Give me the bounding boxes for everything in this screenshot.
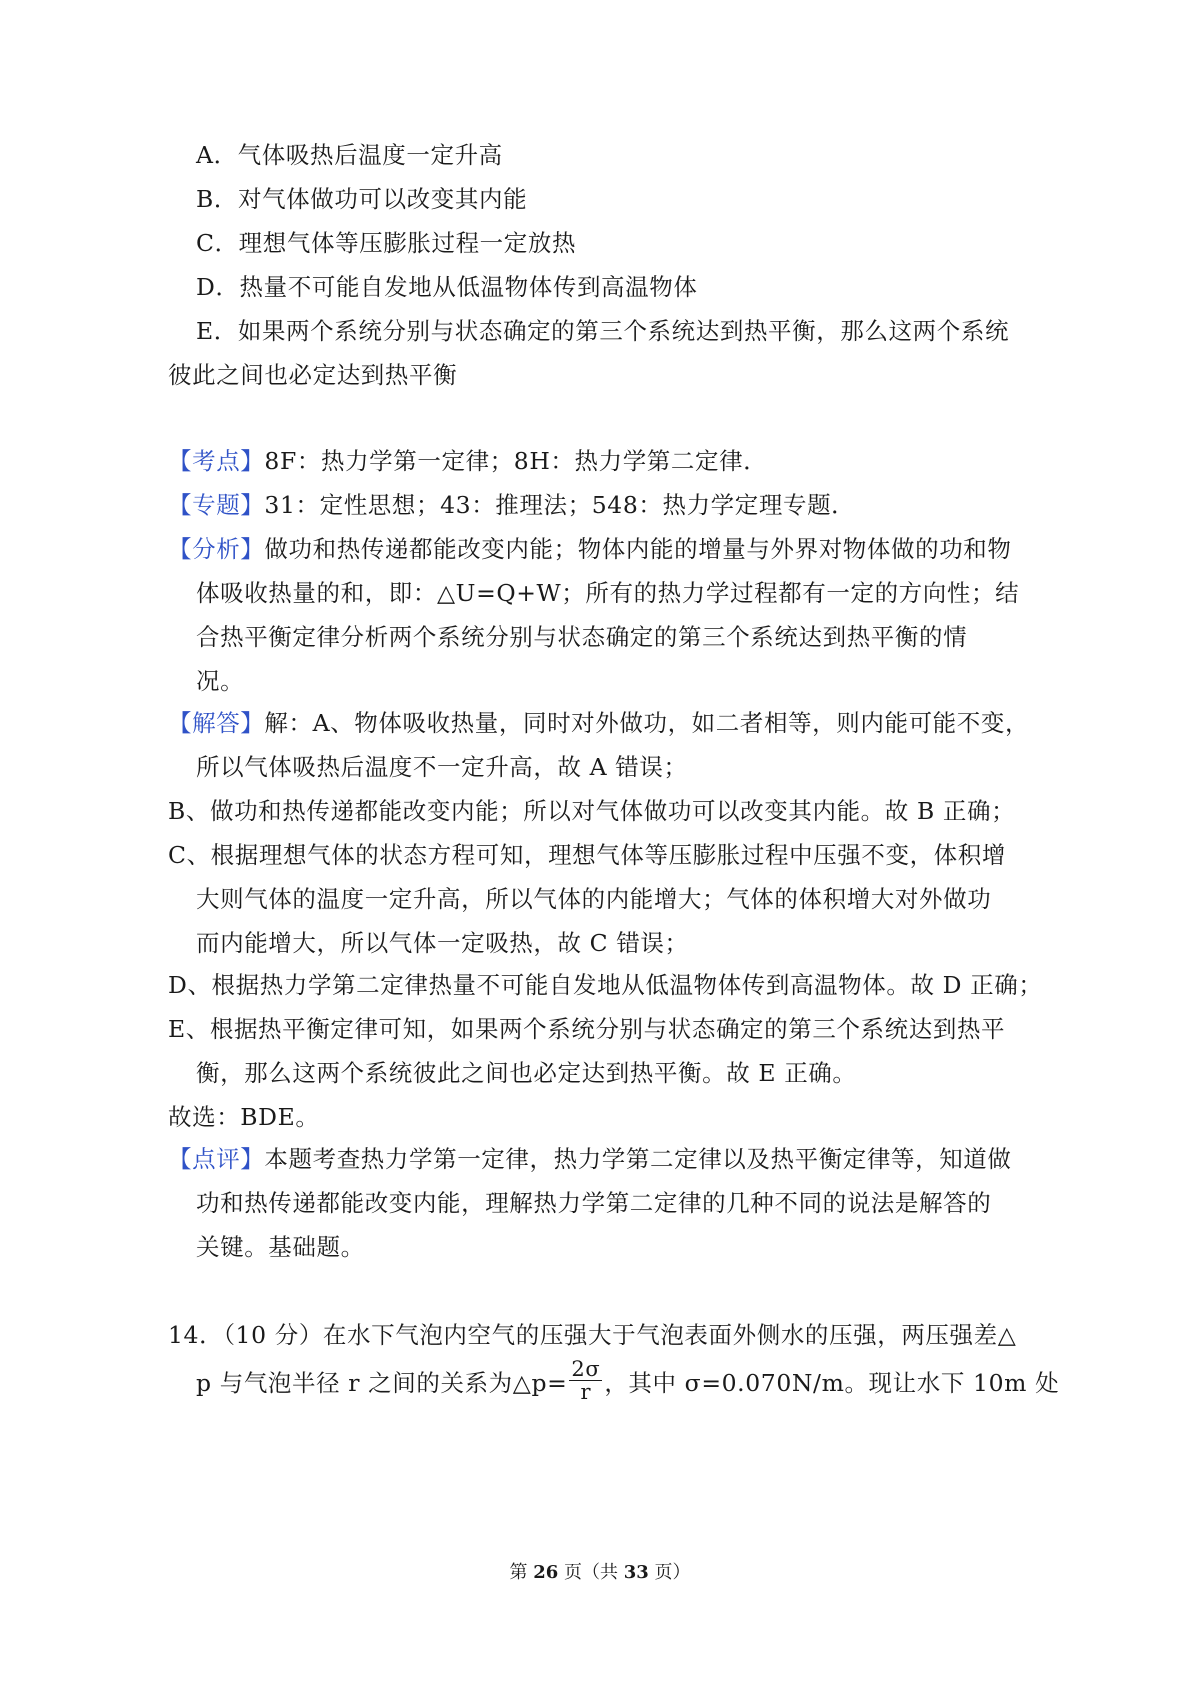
kaodian-label: 【考点】 [168,447,265,475]
option-e-continued: 彼此之间也必定达到热平衡 [168,361,458,389]
jieda-line: C、根据理想气体的状态方程可知，理想气体等压膨胀过程中压强不变，体积增 [168,841,1006,869]
question-14-line1: 14．（10 分）在水下气泡内空气的压强大于气泡表面外侧水的压强，两压强差△ [168,1321,1017,1349]
kaodian-row [168,444,767,478]
question-14-text-before: p 与气泡半径 r 之间的关系为△p= [196,1369,568,1397]
jieda-line: 大则气体的温度一定升高，所以气体的内能增大；气体的体积增大对外做功 [196,885,992,913]
jieda-line: 而内能增大，所以气体一定吸热，故 C 错误； [196,929,689,957]
dianping-line: 功和热传递都能改变内能，理解热力学第二定律的几种不同的说法是解答的 [196,1189,992,1217]
footer-prefix: 第 [509,1562,534,1583]
pressure-formula-fraction [569,1358,602,1403]
fenxi-line: 做功和热传递都能改变内能；物体内能的增量与外界对物体做的功和物 [264,535,1012,563]
fenxi-line: 合热平衡定律分析两个系统分别与状态确定的第三个系统达到热平衡的情 [196,623,968,651]
jieda-row [168,706,1029,740]
fraction-denominator: r [580,1380,592,1404]
jieda-line: 解：A、物体吸收热量，同时对外做功，如二者相等，则内能可能不变， [264,709,1030,737]
footer-middle: 页（共 [558,1562,624,1583]
jieda-line: 所以气体吸热后温度不一定升高，故 A 错误； [196,753,688,781]
dianping-row [168,1142,1012,1176]
fraction-numerator: 2σ [571,1357,601,1381]
footer-page-number: 26 [533,1562,559,1583]
zhuanti-label: 【专题】 [168,491,265,519]
jieda-line: E、根据热平衡定律可知，如果两个系统分别与状态确定的第三个系统达到热平 [168,1015,1006,1043]
kaodian-text: 8F：热力学第一定律；8H：热力学第二定律． [264,447,768,475]
question-14-text-after: ，其中 σ=0.070N/m。现让水下 10m 处 [604,1369,1060,1397]
jieda-line: D、根据热力学第二定律热量不可能自发地从低温物体传到高温物体。故 D 正确； [168,971,1043,999]
fenxi-label: 【分析】 [168,535,265,563]
fenxi-row [168,532,1012,566]
zhuanti-text: 31：定性思想；43：推理法；548：热力学定理专题． [264,491,856,519]
footer-total-pages: 33 [623,1562,649,1583]
jieda-label: 【解答】 [168,709,265,737]
option-a: A．气体吸热后温度一定升高 [196,141,503,169]
fenxi-line: 况。 [196,667,245,695]
option-e: E．如果两个系统分别与状态确定的第三个系统达到热平衡，那么这两个系统 [196,317,1010,345]
zhuanti-row [168,488,855,522]
jieda-line: B、做功和热传递都能改变内能；所以对气体做功可以改变其内能。故 B 正确； [168,797,1016,825]
question-14-line2 [196,1357,1060,1407]
option-c: C．理想气体等压膨胀过程一定放热 [196,229,577,257]
dianping-label: 【点评】 [168,1145,265,1173]
fenxi-line: 体吸收热量的和，即：△U=Q+W；所有的热力学过程都有一定的方向性；结 [196,579,1020,607]
page-footer [0,1560,1200,1586]
dianping-line: 关键。基础题。 [196,1233,365,1261]
dianping-line: 本题考查热力学第一定律，热力学第二定律以及热平衡定律等，知道做 [264,1145,1012,1173]
jieda-line: 衡，那么这两个系统彼此之间也必定达到热平衡。故 E 正确。 [196,1059,857,1087]
footer-suffix: 页） [648,1562,691,1583]
answer-choice: 故选：BDE。 [168,1103,320,1131]
option-d: D．热量不可能自发地从低温物体传到高温物体 [196,273,698,301]
option-b: B．对气体做功可以改变其内能 [196,185,528,213]
